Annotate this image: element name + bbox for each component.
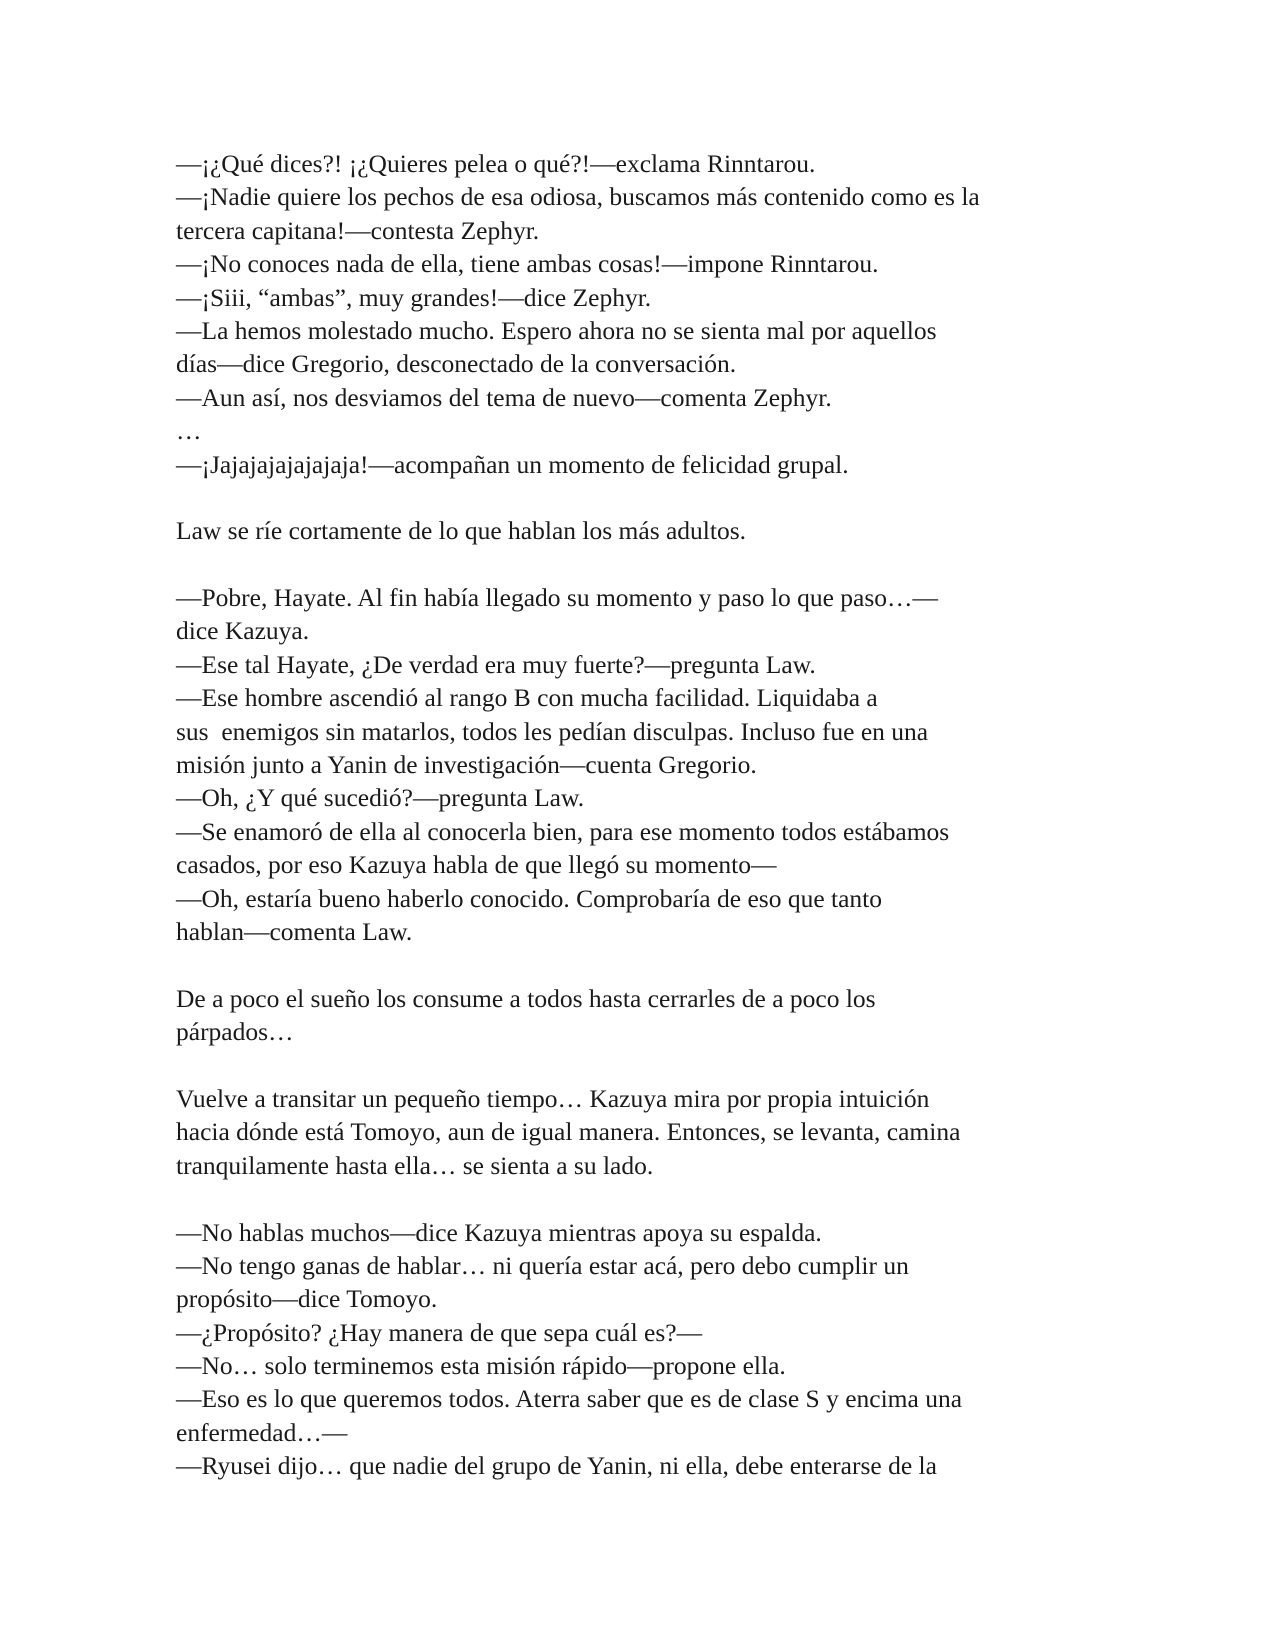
text-line: —La hemos molestado mucho. Espero ahora no se sienta mal por aquellos	[176, 315, 937, 345]
text-line: párpados…	[176, 1017, 294, 1047]
text-line: casados, por eso Kazuya habla de que llegó su momento—	[176, 850, 777, 880]
text-line: días—dice Gregorio, desconectado de la conversación.	[176, 349, 737, 379]
body-text	[176, 147, 1116, 1483]
text-line: —Ryusei dijo… que nadie del grupo de Yanin, ni ella, debe enterarse de la	[176, 1451, 937, 1481]
paragraph-gap	[176, 548, 1116, 581]
text-line: misión junto a Yanin de investigación—cuenta Gregorio.	[176, 750, 757, 780]
text-line: —¡¿Qué dices?! ¡¿Quieres pelea o qué?!—exclama Rinntarou.	[176, 149, 816, 178]
text-line: —Eso es lo que queremos todos. Aterra saber que es de clase S y encima una	[176, 1384, 963, 1414]
paragraph-gap	[176, 1049, 1116, 1082]
text-line: tranquilamente hasta ella… se sienta a su lado.	[176, 1150, 654, 1180]
text-line: —¿Propósito? ¿Hay manera de que sepa cuál es?—	[176, 1317, 703, 1347]
text-line: —Ese tal Hayate, ¿De verdad era muy fuerte?—pregunta Law.	[176, 649, 816, 679]
text-line: —¡Nadie quiere los pechos de esa odiosa, buscamos más contenido como es la	[176, 182, 980, 212]
text-line: —Aun así, nos desviamos del tema de nuevo—comenta Zephyr.	[176, 382, 832, 412]
text-line: Law se ríe cortamente de lo que hablan los más adultos.	[176, 516, 747, 546]
text-line: —Oh, ¿Y qué sucedió?—pregunta Law.	[176, 783, 585, 813]
text-line: propósito—dice Tomoyo.	[176, 1284, 438, 1314]
text-line: tercera capitana!—contesta Zephyr.	[176, 215, 540, 245]
text-line: hablan—comenta Law.	[176, 916, 413, 946]
text-line: Vuelve a transitar un pequeño tiempo… Kazuya mira por propia intuición	[176, 1083, 930, 1113]
text-line: De a poco el sueño los consume a todos hasta cerrarles de a poco los	[176, 983, 876, 1013]
text-line: —No hablas muchos—dice Kazuya mientras apoya su espalda.	[176, 1217, 822, 1247]
text-line: sus enemigos sin matarlos, todos les pedían disculpas. Incluso fue en una	[176, 716, 929, 746]
text-line: —¡No conoces nada de ella, tiene ambas cosas!—impone Rinntarou.	[176, 249, 879, 279]
text-line: enfermedad…—	[176, 1417, 348, 1447]
text-line: —No… solo terminemos esta misión rápido—propone ella.	[176, 1351, 786, 1381]
paragraph-gap	[176, 481, 1116, 514]
text-line: —No tengo ganas de hablar… ni quería estar acá, pero debo cumplir un	[176, 1250, 909, 1280]
text-line: dice Kazuya.	[176, 616, 310, 646]
text-line: —¡Jajajajajajajaja!—acompañan un momento de felicidad grupal.	[176, 449, 849, 479]
paragraph-gap	[176, 1182, 1116, 1215]
text-line: …	[176, 416, 202, 446]
text-line: —Oh, estaría bueno haberlo conocido. Comprobaría de eso que tanto	[176, 883, 882, 913]
text-line: —Pobre, Hayate. Al fin había llegado su momento y paso lo que paso…—	[176, 583, 939, 613]
text-line: hacia dónde está Tomoyo, aun de igual manera. Entonces, se levanta, camina	[176, 1117, 961, 1147]
paragraph-gap	[176, 948, 1116, 981]
text-line: —Se enamoró de ella al conocerla bien, para ese momento todos estábamos	[176, 816, 950, 846]
text-line: —Ese hombre ascendió al rango B con mucha facilidad. Liquidaba a	[176, 683, 878, 713]
text-line: —¡Siii, “ambas”, muy grandes!—dice Zephyr.	[176, 282, 652, 312]
